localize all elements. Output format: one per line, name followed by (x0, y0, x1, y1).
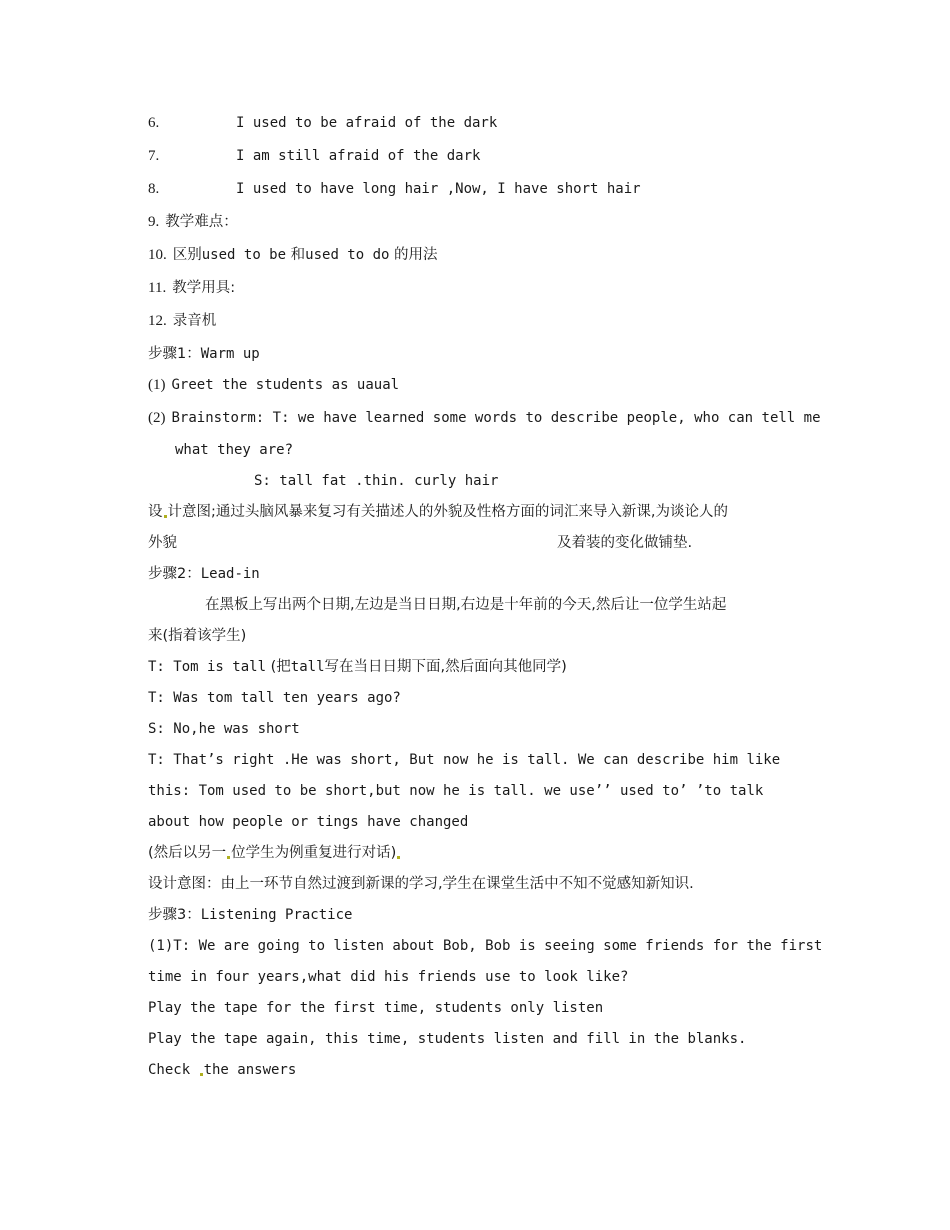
paragraph-text: 来(指着该学生) (148, 628, 247, 644)
list-text: used to be (201, 247, 287, 263)
step3-question-cont: time in four years,what did his friends use to look like? (148, 969, 629, 985)
list-text: 教学用具: (172, 280, 236, 296)
paragraph-text: 计意图;通过头脑风暴来复习有关描述人的外貌及性格方面的词汇来导入新课,为谈论人的 (167, 504, 728, 520)
list-number: 11. (148, 280, 167, 296)
list-text: I used to be afraid of the dark (236, 115, 498, 131)
paragraph-text: 设 (148, 504, 163, 520)
step3-heading (148, 905, 352, 925)
dialogue-text: T: Tom is tall (148, 659, 267, 675)
step2-heading (148, 564, 260, 584)
dialogue-line: T: That’s right .He was short, But now he is tall. We can describe him like (148, 752, 781, 768)
list-number: 9. (148, 214, 160, 230)
dialogue-text: (把 (266, 659, 291, 675)
dialogue-line: about how people or tings have changed (148, 814, 469, 830)
step2-paragraph-cont (148, 626, 246, 646)
list-text: 的用法 (389, 247, 438, 263)
step-label: 步骤1： (148, 346, 201, 362)
paragraph-text: 外貌 (148, 535, 177, 551)
dialogue-line: this: Tom used to be short,but now he is tall. we use’’ used to’ ’to talk (148, 783, 764, 799)
list-number: 12. (148, 313, 167, 329)
list-item-7 (148, 146, 480, 166)
dialogue-text: 写在当日日期下面,然后面向其他同学) (324, 659, 567, 675)
step3-instruction: Play the tape again, this time, students listen and fill in the blanks. (148, 1031, 747, 1047)
item-text: what they are? (175, 442, 294, 458)
step-title: Warm up (200, 346, 260, 362)
list-item-6 (148, 113, 497, 133)
dialogue-line: T: Was tom tall ten years ago? (148, 690, 401, 706)
paragraph-text: 及着装的变化做铺垫. (557, 535, 693, 551)
dialogue-text: tall (290, 659, 325, 675)
marker-dot (164, 515, 167, 518)
step3-check (148, 1060, 296, 1080)
step1-item-2-continued (175, 440, 293, 460)
step2-repeat-note (148, 843, 401, 863)
list-number: 7. (148, 148, 160, 164)
list-item-8 (148, 179, 641, 199)
list-text: 和 (286, 247, 306, 263)
item-number: (2) (148, 410, 166, 426)
instruction-text: the answers (203, 1062, 297, 1078)
list-item-11 (148, 278, 235, 298)
list-item-9 (148, 212, 238, 232)
list-number: 6. (148, 115, 160, 131)
list-text: I used to have long hair ,Now, I have short hair (236, 181, 641, 197)
item-number: (1) (148, 377, 166, 393)
step-label: 步骤2： (148, 566, 201, 582)
step2-paragraph (205, 595, 726, 615)
list-item-12 (148, 311, 216, 331)
answer-text: S: tall fat .thin. curly hair (254, 473, 499, 489)
step-title: Lead-in (200, 566, 260, 582)
step1-design-intent-cont (148, 533, 177, 553)
step1-design-intent (148, 502, 728, 522)
paragraph-text: 位学生为例重复进行对话) (231, 845, 397, 861)
step1-item-1 (148, 375, 399, 395)
list-text: I am still afraid of the dark (236, 148, 481, 164)
dialogue-line: S: No,he was short (148, 721, 300, 737)
step3-question: (1)T: We are going to listen about Bob, Bob is seeing some friends for the first (148, 938, 823, 954)
step3-instruction: Play the tape for the first time, students only listen (148, 1000, 604, 1016)
marker-dot (227, 856, 230, 859)
step-label: 步骤3： (148, 907, 201, 923)
marker-dot (397, 856, 400, 859)
step1-item-2 (148, 408, 821, 428)
list-text: 区别 (172, 247, 202, 263)
item-text: Brainstorm: T: we have learned some words to describe people, who can tell me (171, 410, 821, 426)
step2-design-intent: 设计意图：由上一环节自然过渡到新课的学习,学生在课堂生活中不知不觉感知新知识. (148, 876, 694, 892)
list-text: 录音机 (172, 313, 217, 329)
step-title: Listening Practice (200, 907, 353, 923)
list-text: 教学难点： (165, 214, 238, 230)
step1-heading (148, 344, 260, 364)
step1-answer (254, 471, 498, 491)
instruction-text: Check (148, 1062, 199, 1078)
paragraph-text: 在黑板上写出两个日期,左边是当日日期,右边是十年前的今天,然后让一位学生站起 (205, 597, 727, 613)
list-text: used to do (305, 247, 390, 263)
item-text: Greet the students as uaual (171, 377, 400, 393)
list-item-10 (148, 245, 438, 265)
list-number: 8. (148, 181, 160, 197)
step1-design-intent-end (557, 533, 692, 553)
list-number: 10. (148, 247, 167, 263)
dialogue-line (148, 657, 567, 677)
paragraph-text: (然后以另一 (148, 845, 227, 861)
marker-dot (200, 1073, 203, 1076)
